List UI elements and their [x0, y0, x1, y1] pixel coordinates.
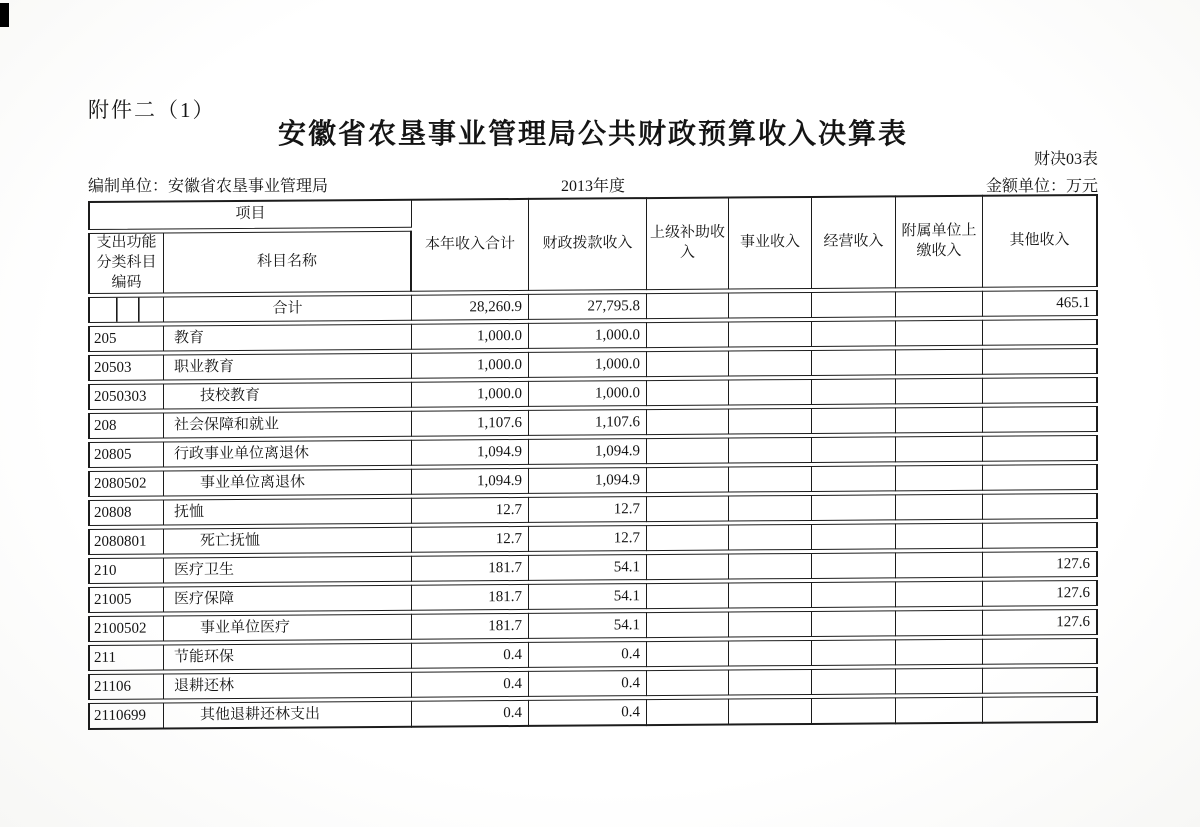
header-col-fiscal-appropriation: 财政拨款收入	[529, 197, 647, 291]
subject-name-cell: 社会保障和就业	[164, 411, 412, 439]
value-cell: 1,000.0	[529, 322, 647, 349]
value-cell: 12.7	[412, 497, 529, 524]
value-cell	[983, 493, 1098, 520]
value-cell	[896, 523, 983, 550]
code-cell: 20503	[88, 355, 164, 382]
value-cell	[729, 524, 812, 551]
value-cell	[983, 435, 1098, 462]
value-cell: 1,000.0	[412, 323, 529, 350]
table-row	[88, 377, 1098, 410]
value-cell	[896, 291, 983, 318]
compiler-value: 安徽省农垦事业管理局	[168, 178, 329, 195]
code-cell: 208	[88, 413, 164, 440]
value-cell	[896, 320, 983, 347]
value-cell	[647, 612, 729, 639]
value-cell: 0.4	[529, 641, 647, 668]
value-cell	[812, 611, 896, 638]
table-row	[88, 638, 1098, 671]
value-cell	[983, 348, 1098, 375]
header-col-superior-subsidy: 上级补助收入	[647, 197, 729, 291]
value-cell	[812, 466, 896, 493]
value-cell: 1,107.6	[529, 409, 647, 436]
code-cell: 2100502	[88, 616, 164, 643]
value-cell	[647, 525, 729, 552]
value-cell	[896, 639, 983, 666]
value-cell	[647, 496, 729, 523]
value-cell	[812, 553, 896, 580]
value-cell	[896, 407, 983, 434]
value-cell	[729, 611, 812, 638]
value-cell	[983, 638, 1098, 665]
value-cell: 1,094.9	[412, 468, 529, 495]
value-cell: 0.4	[529, 699, 647, 727]
code-cell: 205	[88, 326, 164, 353]
header-row-1	[88, 194, 1098, 230]
subject-name-cell: 职业教育	[164, 353, 412, 381]
value-cell	[729, 669, 812, 696]
value-cell: 0.4	[412, 671, 529, 698]
value-cell	[812, 495, 896, 522]
table-row	[88, 435, 1098, 468]
header-col-operating-income: 经营收入	[812, 195, 896, 289]
value-cell	[896, 581, 983, 608]
header-col-business-income: 事业收入	[729, 196, 812, 290]
table-row	[88, 319, 1098, 352]
table-body	[88, 290, 1098, 730]
value-cell: 1,000.0	[529, 380, 647, 407]
value-cell: 12.7	[529, 525, 647, 552]
subject-name-cell: 节能环保	[164, 643, 412, 671]
table-row-total	[88, 290, 1098, 323]
value-cell	[983, 319, 1098, 346]
value-cell	[647, 641, 729, 668]
value-cell: 127.6	[983, 609, 1098, 636]
scan-artifact-mark	[0, 3, 9, 27]
code-cell: 211	[88, 645, 164, 672]
subject-name-cell: 抚恤	[164, 498, 412, 526]
header-col-affiliated-remit: 附属单位上缴收入	[896, 195, 983, 289]
table-row	[88, 667, 1098, 700]
subject-name-cell: 技校教育	[164, 382, 412, 410]
code-cell: 20805	[88, 442, 164, 469]
value-cell: 0.4	[529, 670, 647, 697]
value-cell	[812, 698, 896, 726]
header-col-other-income: 其他收入	[983, 194, 1098, 288]
value-cell	[729, 466, 812, 493]
subject-name-cell: 事业单位离退休	[164, 469, 412, 497]
value-cell	[812, 379, 896, 406]
value-cell: 28,260.9	[412, 294, 529, 321]
value-cell	[812, 350, 896, 377]
unit-label: 金额单位：万元	[985, 178, 1098, 195]
header-col-annual-total: 本年收入合计	[412, 198, 529, 292]
value-cell	[647, 670, 729, 697]
header-subject-name: 科目名称	[164, 231, 412, 294]
code-cell: 20808	[88, 500, 164, 527]
value-cell	[983, 667, 1098, 694]
value-cell: 127.6	[983, 580, 1098, 607]
value-cell	[812, 669, 896, 696]
form-code-label: 财决03表	[1033, 151, 1098, 168]
value-cell	[647, 293, 729, 320]
value-cell	[647, 554, 729, 581]
value-cell: 181.7	[412, 613, 529, 640]
value-cell: 27,795.8	[529, 293, 647, 320]
table-header	[88, 194, 1098, 294]
code-cell: 210	[88, 558, 164, 585]
value-cell	[647, 409, 729, 436]
code-cell: 2080801	[88, 529, 164, 556]
value-cell	[812, 321, 896, 348]
value-cell	[729, 698, 812, 726]
value-cell	[812, 292, 896, 319]
value-cell: 54.1	[529, 612, 647, 639]
value-cell	[729, 553, 812, 580]
value-cell	[983, 406, 1098, 433]
table-row	[88, 464, 1098, 497]
table-row	[88, 580, 1098, 613]
value-cell: 54.1	[529, 583, 647, 610]
value-cell	[812, 524, 896, 551]
value-cell	[896, 378, 983, 405]
value-cell: 1,107.6	[412, 410, 529, 437]
value-cell	[647, 351, 729, 378]
compiler-line	[88, 173, 492, 196]
value-cell: 1,094.9	[529, 467, 647, 494]
value-cell: 181.7	[412, 555, 529, 582]
budget-income-table	[88, 191, 1098, 733]
value-cell	[729, 582, 812, 609]
value-cell	[729, 437, 812, 464]
header-function-code: 支出功能分类科目编码	[88, 232, 164, 294]
year-label: 2013年度	[560, 178, 625, 195]
value-cell	[647, 699, 729, 727]
value-cell	[896, 436, 983, 463]
value-cell	[983, 377, 1098, 404]
value-cell	[647, 322, 729, 349]
value-cell	[729, 640, 812, 667]
value-cell	[729, 350, 812, 377]
value-cell: 127.6	[983, 551, 1098, 578]
value-cell	[647, 380, 729, 407]
table-row	[88, 696, 1098, 730]
value-cell	[729, 321, 812, 348]
subject-name-cell: 教育	[164, 324, 412, 352]
compiler-label: 编制单位：	[88, 178, 169, 195]
table-row	[88, 348, 1098, 381]
total-code-cell	[88, 297, 164, 324]
value-cell: 1,000.0	[412, 381, 529, 408]
code-cell: 21106	[88, 674, 164, 701]
page-title: 安徽省农垦事业管理局公共财政预算收入决算表	[277, 119, 908, 150]
value-cell	[812, 437, 896, 464]
table-row	[88, 406, 1098, 439]
value-cell: 0.4	[412, 642, 529, 669]
table-row	[88, 551, 1098, 584]
value-cell	[729, 408, 812, 435]
value-cell	[729, 379, 812, 406]
value-cell: 465.1	[983, 290, 1098, 317]
table-row	[88, 493, 1098, 526]
value-cell	[647, 467, 729, 494]
code-cell: 2110699	[88, 703, 164, 731]
value-cell: 181.7	[412, 584, 529, 611]
value-cell	[812, 582, 896, 609]
total-label-cell: 合计	[164, 295, 412, 323]
value-cell	[983, 696, 1098, 724]
code-cell: 2050303	[88, 384, 164, 411]
value-cell: 1,094.9	[412, 439, 529, 466]
header-item-group: 项目	[88, 199, 412, 230]
table-row	[88, 609, 1098, 642]
value-cell	[983, 464, 1098, 491]
code-cell: 2080502	[88, 471, 164, 498]
value-cell	[729, 292, 812, 319]
value-cell	[896, 610, 983, 637]
value-cell	[896, 552, 983, 579]
value-cell	[647, 438, 729, 465]
subject-name-cell: 其他退耕还林支出	[164, 701, 412, 730]
value-cell: 1,000.0	[412, 352, 529, 379]
value-cell	[896, 349, 983, 376]
subject-name-cell: 医疗保障	[164, 585, 412, 613]
value-cell	[896, 465, 983, 492]
value-cell: 54.1	[529, 554, 647, 581]
value-cell: 12.7	[412, 526, 529, 553]
value-cell: 12.7	[529, 496, 647, 523]
code-cell: 21005	[88, 587, 164, 614]
attachment-label: 附件二（1）	[88, 98, 216, 122]
value-cell	[896, 494, 983, 521]
value-cell	[729, 495, 812, 522]
subject-name-cell: 行政事业单位离退休	[164, 440, 412, 468]
subject-name-cell: 事业单位医疗	[164, 614, 412, 642]
subject-name-cell: 医疗卫生	[164, 556, 412, 584]
value-cell: 1,000.0	[529, 351, 647, 378]
value-cell: 0.4	[412, 700, 529, 728]
subject-name-cell: 死亡抚恤	[164, 527, 412, 555]
value-cell: 1,094.9	[529, 438, 647, 465]
subject-name-cell: 退耕还林	[164, 672, 412, 700]
value-cell	[983, 522, 1098, 549]
value-cell	[896, 668, 983, 695]
value-cell	[812, 408, 896, 435]
value-cell	[896, 697, 983, 725]
value-cell	[812, 640, 896, 667]
value-cell	[647, 583, 729, 610]
table-row	[88, 522, 1098, 555]
